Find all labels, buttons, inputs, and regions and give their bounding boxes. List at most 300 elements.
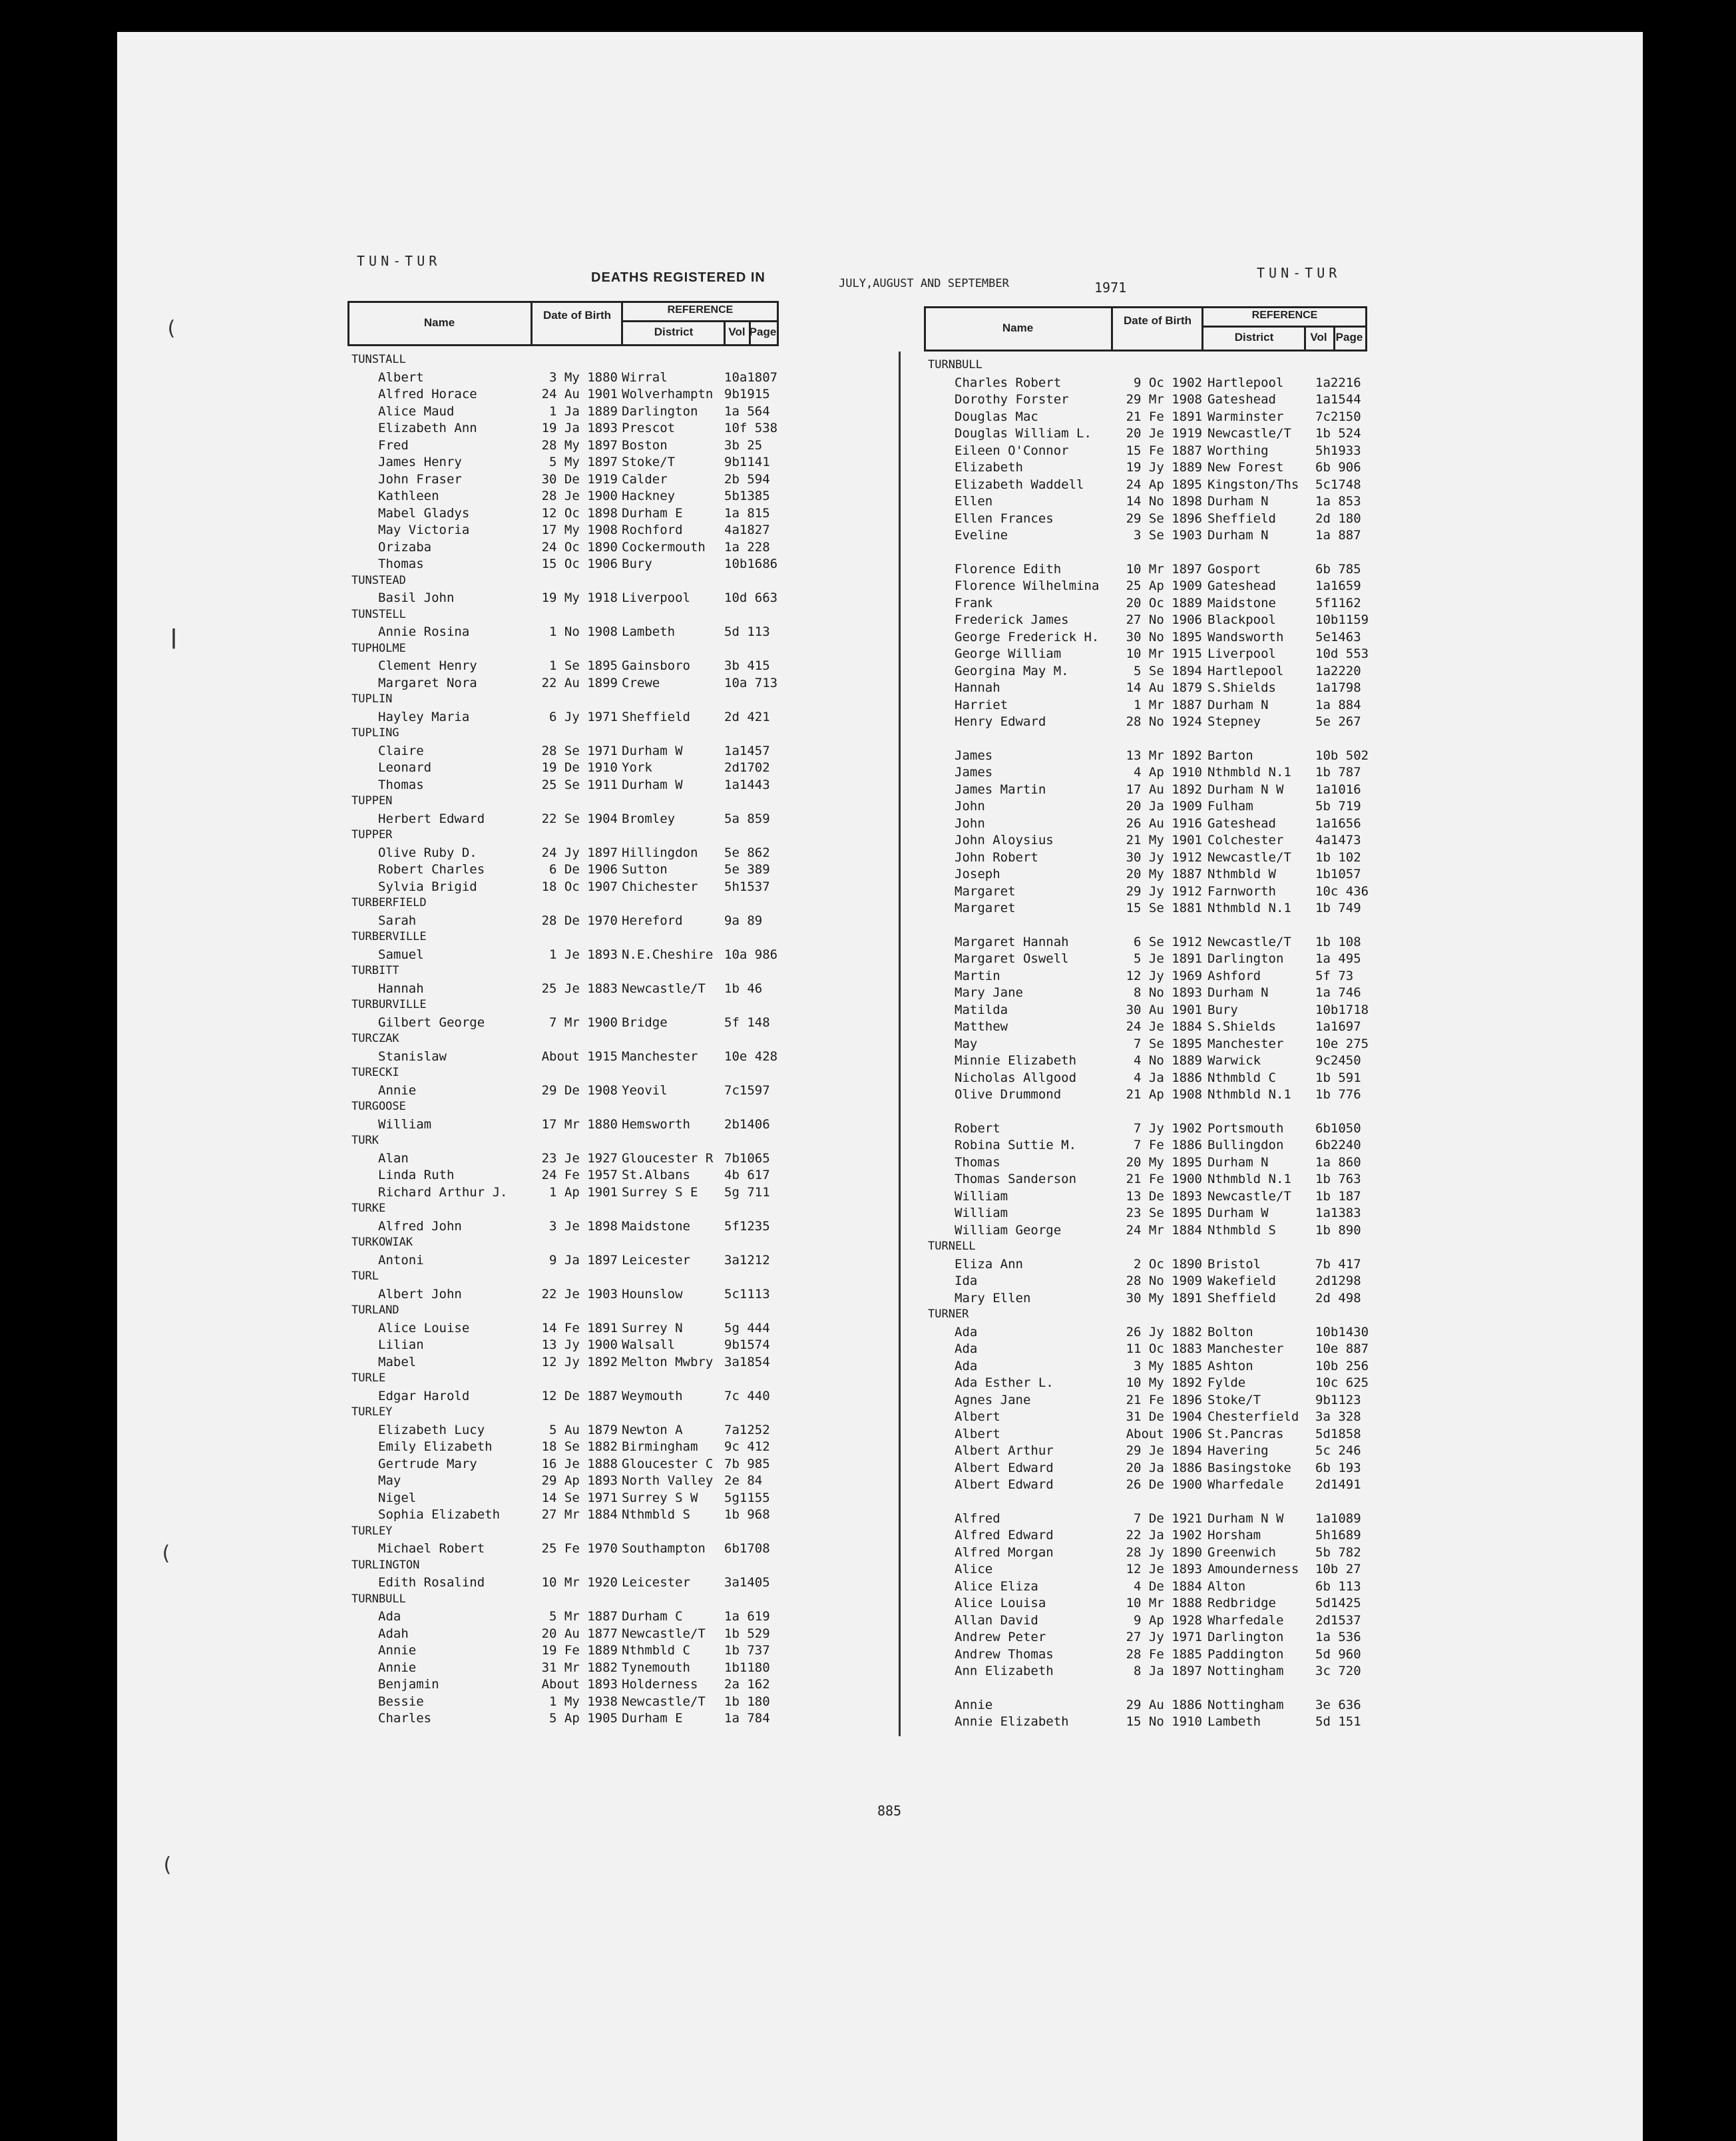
entry-district: Lambeth (622, 624, 676, 639)
entry-name: Harriet (955, 697, 1008, 712)
entry-date-of-birth: 14 Fe 1891 (541, 1320, 618, 1335)
entry-row (351, 540, 791, 557)
header-page: Page (749, 326, 777, 338)
entry-reference: 1a 228 (724, 539, 770, 555)
entry-district: Southampton (622, 1541, 706, 1556)
entry-date-of-birth: 28 Fe 1885 (1126, 1646, 1202, 1662)
entry-district: Nottingham (1207, 1697, 1284, 1712)
entry-date-of-birth: 5 Ap 1905 (549, 1711, 618, 1726)
entry-row (928, 1087, 1381, 1104)
entry-row (351, 676, 791, 692)
entry-name: Martin (955, 968, 1000, 983)
left-table-header (347, 301, 779, 346)
entry-row (351, 1083, 791, 1100)
entry-date-of-birth: About 1915 (541, 1049, 618, 1064)
entry-row (351, 1151, 791, 1168)
entry-date-of-birth: 2 Oc 1890 (1134, 1256, 1202, 1272)
entry-reference: 1b 763 (1315, 1172, 1361, 1186)
entry-district: Chesterfield (1207, 1409, 1299, 1424)
entry-row (928, 1647, 1381, 1664)
entry-date-of-birth: 7 De 1921 (1134, 1511, 1202, 1526)
entry-date-of-birth: 20 Ja 1886 (1126, 1460, 1202, 1475)
surname-text: TURGOOSE (351, 1100, 406, 1113)
left-range-label: TUN-TUR (357, 253, 441, 269)
entry-name: Margaret Oswell (955, 951, 1069, 966)
entry-reference: 5b1385 (724, 489, 770, 503)
entry-row (351, 1337, 791, 1354)
entry-row (351, 760, 791, 777)
entry-district: Amounderness (1207, 1562, 1299, 1576)
entry-name: Alan (378, 1150, 409, 1166)
entry-district: Portsmouth (1207, 1120, 1284, 1136)
entry-date-of-birth: 20 My 1887 (1126, 867, 1202, 881)
entry-name: Michael Robert (378, 1541, 485, 1556)
entry-reference: 10e 428 (724, 1049, 778, 1064)
entry-district: N.E.Cheshire (622, 947, 714, 962)
entry-name: William (955, 1188, 1008, 1204)
entry-reference: 5c1113 (724, 1286, 770, 1302)
entry-name: Leonard (378, 760, 432, 775)
entry-reference: 1b 102 (1315, 849, 1361, 865)
entry-date-of-birth: 6 De 1906 (549, 862, 618, 877)
entry-date-of-birth: 24 Au 1901 (541, 387, 618, 401)
entry-reference: 1a 815 (724, 505, 770, 521)
entry-reference: 1a1697 (1315, 1019, 1361, 1034)
entry-date-of-birth: 17 Au 1892 (1126, 782, 1202, 797)
entry-name: Sarah (378, 913, 417, 928)
entry-name: Albert John (378, 1286, 462, 1302)
entry-date-of-birth: 6 Se 1912 (1134, 934, 1202, 949)
entry-row (351, 1439, 791, 1456)
entry-row (351, 710, 791, 726)
entry-name: Charles (378, 1711, 432, 1726)
entry-district: Sutton (622, 862, 668, 877)
entry-name: Alice Maud (378, 403, 455, 419)
entry-row (928, 969, 1381, 985)
year-label: 1971 (1094, 280, 1127, 296)
entry-row (351, 1626, 791, 1643)
entry-district: Newcastle/T (622, 1626, 706, 1641)
entry-date-of-birth: 25 Se 1911 (541, 777, 618, 792)
entry-name: James Martin (955, 782, 1046, 797)
entry-reference: 10b1430 (1315, 1324, 1369, 1339)
entry-reference: 1a1383 (1315, 1206, 1361, 1220)
entry-district: Gloucester C (622, 1456, 714, 1471)
entry-reference: 10f 538 (724, 421, 778, 435)
entry-name: Albert (955, 1426, 1000, 1441)
entry-reference: 1a1089 (1315, 1511, 1361, 1526)
entry-name: James (955, 765, 993, 780)
entry-district: Manchester (622, 1049, 698, 1064)
entry-date-of-birth: 10 Mr 1888 (1126, 1596, 1202, 1610)
surname-text: TURBURVILLE (351, 998, 427, 1011)
entry-date-of-birth: 14 No 1898 (1126, 494, 1202, 509)
entry-row (351, 1711, 791, 1728)
entry-row (928, 1003, 1381, 1019)
entry-row (928, 460, 1381, 477)
entry-district: Redbridge (1207, 1596, 1276, 1610)
entry-date-of-birth: 28 Je 1900 (541, 489, 618, 503)
entry-reference: 5g 444 (724, 1320, 770, 1335)
entry-district: Leicester (622, 1252, 690, 1268)
entry-row (928, 799, 1381, 816)
entry-name: Albert Edward (955, 1477, 1054, 1492)
entry-row (351, 1287, 791, 1304)
entry-date-of-birth: 15 No 1910 (1126, 1714, 1202, 1729)
entry-date-of-birth: 24 Fe 1957 (541, 1168, 618, 1182)
entry-reference: 5d1858 (1315, 1426, 1361, 1441)
entry-reference: 5d 113 (724, 624, 770, 639)
entry-row (928, 698, 1381, 714)
entry-row (928, 1375, 1381, 1392)
entry-row (351, 1049, 791, 1066)
entry-reference: 2d1298 (1315, 1274, 1361, 1288)
entry-name: Ada (955, 1341, 978, 1356)
entry-reference: 1a 853 (1315, 494, 1361, 509)
entry-row (928, 1341, 1381, 1358)
entry-name: John Fraser (378, 471, 462, 487)
entry-row (351, 404, 791, 421)
entry-name: Alice Louisa (955, 1596, 1046, 1610)
entry-name: Andrew Peter (955, 1630, 1046, 1644)
entry-district: Newcastle/T (1207, 426, 1291, 441)
entry-name: Alfred Horace (378, 387, 477, 401)
entry-row (351, 438, 791, 455)
entry-row (928, 1409, 1381, 1426)
entry-district: Durham N W (1207, 782, 1284, 797)
entry-district: Newcastle/T (622, 981, 706, 996)
entry-reference: 6b1708 (724, 1541, 770, 1556)
entry-reference: 7c 440 (724, 1388, 770, 1403)
surname-text: TUNSTEAD (351, 573, 406, 587)
entry-date-of-birth: 7 Jy 1902 (1134, 1120, 1202, 1136)
entry-row (351, 624, 791, 641)
entry-row (928, 1393, 1381, 1409)
entry-date-of-birth: 7 Fe 1886 (1134, 1138, 1202, 1152)
entry-row (928, 1427, 1381, 1443)
entry-district: Durham W (622, 743, 683, 758)
document-page (117, 32, 1643, 2141)
entry-name: Ellen Frances (955, 511, 1054, 526)
entry-name: Hannah (955, 680, 1000, 695)
entry-name: Dorothy Forster (955, 392, 1069, 407)
entry-row (351, 1694, 791, 1711)
entry-district: Nottingham (1207, 1664, 1284, 1678)
entry-district: Durham W (622, 777, 683, 792)
entry-date-of-birth: 10 Mr 1897 (1126, 561, 1202, 577)
entry-row (351, 506, 791, 523)
entry-reference: 6b 785 (1315, 561, 1361, 577)
entry-row (928, 1223, 1381, 1240)
entry-date-of-birth: 17 My 1908 (541, 523, 618, 537)
entry-reference: 9b1915 (724, 387, 770, 401)
entry-name: Sylvia Brigid (378, 879, 477, 894)
entry-reference: 1a 564 (724, 403, 770, 419)
entry-name: James (955, 748, 993, 763)
entry-reference: 10b 502 (1315, 748, 1369, 763)
entry-name: Matilda (955, 1002, 1008, 1017)
entry-name: Alice Louise (378, 1320, 470, 1335)
entry-date-of-birth: 28 No 1924 (1126, 714, 1202, 729)
entry-reference: 1b 180 (724, 1694, 770, 1709)
entry-district: Lambeth (1207, 1714, 1261, 1729)
entry-reference: 1a1656 (1315, 816, 1361, 831)
entry-reference: 1b 737 (724, 1643, 770, 1658)
entry-district: Crewe (622, 675, 660, 690)
entry-reference: 5d 151 (1315, 1714, 1361, 1729)
entry-date-of-birth: 1 No 1908 (549, 624, 618, 639)
entry-row (928, 951, 1381, 968)
entry-reference: 4b 617 (724, 1168, 770, 1182)
entry-row (351, 591, 791, 607)
entry-district: Durham N (1207, 697, 1269, 712)
surname-heading (351, 1525, 791, 1541)
entry-district: Darlington (622, 403, 698, 419)
entry-row (351, 1253, 791, 1270)
entry-reference: 1a 495 (1315, 951, 1361, 966)
entry-date-of-birth: 29 Mr 1908 (1126, 392, 1202, 407)
entry-reference: 1b 108 (1315, 934, 1361, 949)
entry-date-of-birth: 21 Fe 1891 (1126, 409, 1202, 424)
entry-reference: 10e 887 (1315, 1341, 1369, 1356)
entry-reference: 3a 328 (1315, 1409, 1361, 1424)
entry-name: Florence Edith (955, 561, 1062, 577)
entry-district: Tynemouth (622, 1660, 690, 1675)
entry-district: Nthmbld C (622, 1643, 690, 1658)
entry-district: Sheffield (1207, 511, 1276, 526)
entry-row (928, 901, 1381, 917)
entry-row (351, 421, 791, 437)
entry-name: Agnes Jane (955, 1392, 1031, 1407)
entry-district: St.Pancras (1207, 1426, 1284, 1441)
entry-reference: 5e1463 (1315, 629, 1361, 644)
entry-name: Alice Eliza (955, 1578, 1038, 1594)
column-divider (899, 352, 901, 1736)
entry-reference: 5b 719 (1315, 799, 1361, 814)
entry-district: Nthmbld N.1 (1207, 1172, 1291, 1186)
entry-date-of-birth: 30 Au 1901 (1126, 1002, 1202, 1017)
entry-reference: 5f1162 (1315, 595, 1361, 610)
entry-row (928, 612, 1381, 629)
surname-text: TURKOWIAK (351, 1236, 413, 1249)
surname-heading (351, 1592, 791, 1609)
entry-row (928, 1630, 1381, 1646)
entry-reference: 2d1537 (1315, 1612, 1361, 1628)
entry-row (928, 782, 1381, 799)
entry-district: Durham N (1207, 528, 1269, 543)
entry-reference: 1a2220 (1315, 663, 1361, 678)
entry-name: Olive Drummond (955, 1087, 1062, 1102)
entry-row (351, 1015, 791, 1032)
entry-name: Elizabeth Lucy (378, 1422, 485, 1437)
entry-date-of-birth: 24 Oc 1890 (541, 539, 618, 555)
entry-district: Wakefield (1207, 1274, 1276, 1288)
surname-heading (351, 1371, 791, 1388)
entry-district: Hounslow (622, 1286, 683, 1302)
surname-text: TUPPEN (351, 794, 393, 808)
surname-text: TURLINGTON (351, 1558, 420, 1572)
entry-date-of-birth: 20 Je 1919 (1126, 426, 1202, 441)
entry-date-of-birth: 28 Jy 1890 (1126, 1545, 1202, 1560)
entry-reference: 3b 415 (724, 658, 770, 673)
entry-district: Bury (1207, 1002, 1238, 1017)
entry-reference: 3a1212 (724, 1252, 770, 1268)
scan-mark: ( (160, 1542, 172, 1565)
entry-row (928, 867, 1381, 883)
header-reference: REFERENCE (667, 304, 734, 316)
entry-name: Eliza Ann (955, 1256, 1023, 1272)
entry-name: Lilian (378, 1337, 424, 1352)
entry-district: Holderness (622, 1677, 698, 1692)
entry-name: Herbert Edward (378, 811, 485, 826)
surname-text: TUPLIN (351, 692, 393, 706)
entry-name: Florence Wilhelmina (955, 579, 1100, 593)
entry-district: Blackpool (1207, 612, 1276, 627)
entry-row (928, 630, 1381, 646)
entry-date-of-birth: 4 Ap 1910 (1134, 765, 1202, 780)
entry-name: Alfred Edward (955, 1528, 1054, 1543)
entry-row (928, 1664, 1381, 1680)
entry-reference: 6b2240 (1315, 1138, 1361, 1152)
surname-heading (351, 353, 791, 369)
entry-district: Bridge (622, 1015, 668, 1030)
entry-name: Claire (378, 743, 424, 758)
entry-date-of-birth: 28 De 1970 (541, 913, 618, 928)
entry-name: Mary Ellen (955, 1290, 1031, 1306)
entry-reference: 10b 27 (1315, 1562, 1361, 1576)
surname-text: TURL (351, 1270, 379, 1283)
header-district: District (1234, 331, 1274, 344)
entry-row (928, 1189, 1381, 1206)
entry-district: Ashton (1207, 1358, 1253, 1373)
entry-district: Durham N (1207, 1154, 1269, 1170)
surname-text: TURKE (351, 1202, 386, 1215)
entry-name: Antoni (378, 1252, 424, 1268)
entry-date-of-birth: 30 Jy 1912 (1126, 849, 1202, 865)
surname-text: TURNER (928, 1308, 969, 1321)
entry-reference: 5f 73 (1315, 968, 1354, 983)
entry-reference: 9b1123 (1315, 1392, 1361, 1407)
entry-district: Cockermouth (622, 539, 706, 555)
entry-name: Ada (378, 1609, 401, 1624)
entry-district: Prescot (622, 421, 676, 435)
surname-heading (351, 930, 791, 947)
entry-date-of-birth: 22 Je 1903 (541, 1286, 618, 1302)
entry-date-of-birth: 15 Se 1881 (1126, 901, 1202, 915)
entry-reference: 5h1537 (724, 879, 770, 894)
entry-date-of-birth: 27 Jy 1971 (1126, 1630, 1202, 1644)
entry-district: Leicester (622, 1575, 690, 1590)
page-title: DEATHS REGISTERED IN (591, 270, 765, 285)
entry-name: Edith Rosalind (378, 1575, 485, 1590)
entry-reference: 2d1702 (724, 760, 770, 775)
entry-date-of-birth: 31 Mr 1882 (541, 1660, 618, 1675)
header-divider (621, 303, 623, 344)
entry-reference: 1b 776 (1315, 1087, 1361, 1102)
entry-name: Stanislaw (378, 1049, 447, 1064)
entry-name: Samuel (378, 947, 424, 962)
entry-date-of-birth: 19 My 1918 (541, 591, 618, 605)
entry-row (928, 477, 1381, 494)
entry-reference: 7b1065 (724, 1150, 770, 1166)
entry-row (928, 816, 1381, 833)
entry-name: Minnie Elizabeth (955, 1053, 1077, 1068)
entry-name: Annie Rosina (378, 624, 470, 639)
entry-reference: 7b 985 (724, 1456, 770, 1471)
entry-date-of-birth: 20 My 1895 (1126, 1154, 1202, 1170)
entry-name: Gilbert George (378, 1015, 485, 1030)
entry-reference: 10d 553 (1315, 646, 1369, 661)
entry-name: Andrew Thomas (955, 1646, 1054, 1662)
entry-date-of-birth: 28 Se 1971 (541, 743, 618, 758)
entry-reference: 1a 619 (724, 1609, 770, 1624)
entry-district: Fylde (1207, 1375, 1246, 1390)
entry-reference: 3a1405 (724, 1575, 770, 1590)
entry-reference: 7b 417 (1315, 1256, 1361, 1272)
entry-row (928, 850, 1381, 867)
entry-district: Walsall (622, 1337, 676, 1352)
surname-text: TUPHOLME (351, 641, 406, 655)
entry-name: Elizabeth (955, 460, 1023, 475)
entry-reference: 6b 906 (1315, 460, 1361, 475)
entry-district: North Valley (622, 1473, 714, 1488)
entry-date-of-birth: 26 Jy 1882 (1126, 1324, 1202, 1339)
entry-name: Nigel (378, 1490, 417, 1505)
surname-text: TURNBULL (351, 1592, 406, 1606)
entry-row (928, 1291, 1381, 1308)
entry-date-of-birth: 29 Ap 1893 (541, 1473, 618, 1488)
scan-mark: | (168, 626, 180, 649)
surname-heading (351, 1405, 791, 1422)
entry-row (928, 1070, 1381, 1087)
entry-row (351, 1219, 791, 1236)
entry-district: Manchester (1207, 1036, 1284, 1051)
entry-row (928, 1206, 1381, 1222)
entry-name: Thomas (378, 557, 424, 571)
header-divider (1111, 308, 1113, 350)
entry-date-of-birth: 9 Oc 1902 (1134, 375, 1202, 390)
header-divider (531, 303, 533, 344)
entry-date-of-birth: 26 Au 1916 (1126, 816, 1202, 831)
entry-name: Hayley Maria (378, 709, 470, 724)
entry-district: Bolton (1207, 1324, 1253, 1339)
entry-date-of-birth: 24 Jy 1897 (541, 845, 618, 860)
entry-name: Ellen (955, 494, 993, 509)
entry-name: Albert (378, 369, 424, 385)
surname-heading (351, 794, 791, 811)
entry-district: Stoke/T (622, 455, 676, 469)
entry-date-of-birth: 30 De 1919 (541, 471, 618, 487)
entry-date-of-birth: 27 Mr 1884 (541, 1507, 618, 1522)
entry-name: Fred (378, 437, 409, 453)
entry-date-of-birth: 21 Ap 1908 (1126, 1087, 1202, 1102)
entry-reference: 10b1686 (724, 557, 778, 571)
entry-district: Alton (1207, 1578, 1246, 1594)
entry-date-of-birth: 7 Mr 1900 (549, 1015, 618, 1030)
entry-district: Stoke/T (1207, 1392, 1261, 1407)
entry-date-of-birth: 20 Ja 1909 (1126, 799, 1202, 814)
entry-district: Stepney (1207, 714, 1261, 729)
entry-date-of-birth: 12 Je 1893 (1126, 1562, 1202, 1576)
entry-district: Gosport (1207, 561, 1261, 577)
entry-district: Newcastle/T (1207, 934, 1291, 949)
entry-row (928, 1019, 1381, 1036)
entry-row (351, 1389, 791, 1405)
surname-heading (351, 642, 791, 658)
entry-district: Nthmbld C (1207, 1070, 1276, 1085)
entry-row (928, 1698, 1381, 1714)
entry-row (351, 489, 791, 505)
